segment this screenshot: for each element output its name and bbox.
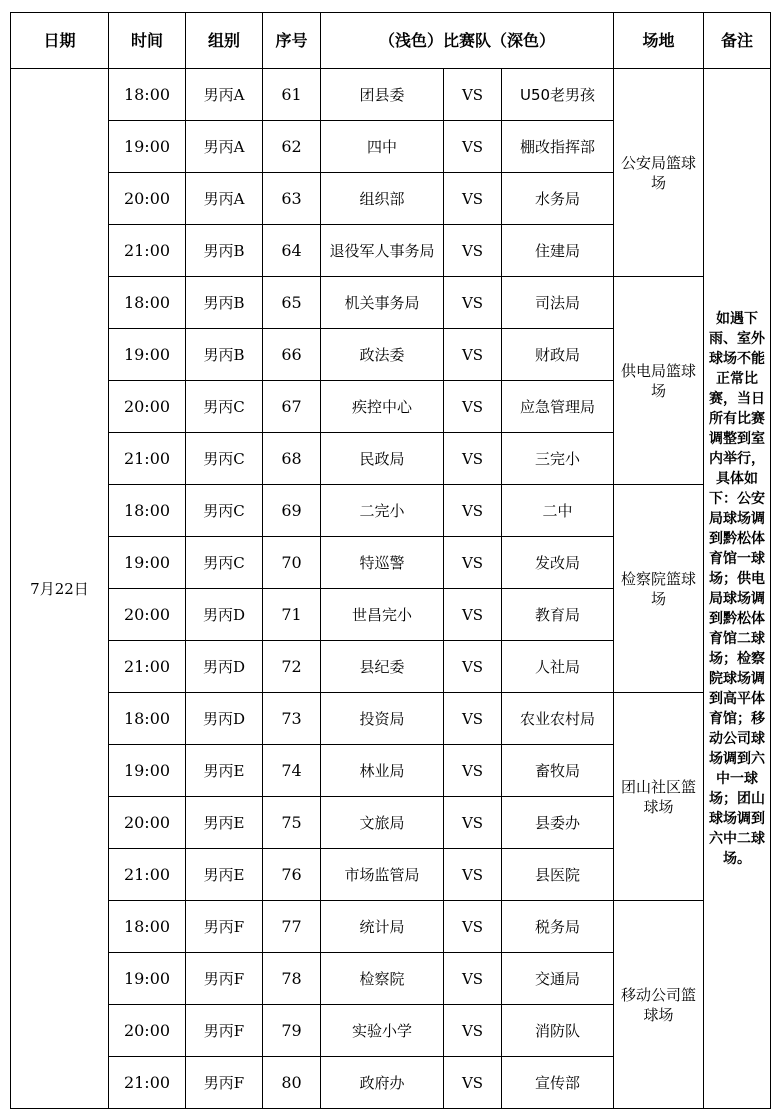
venue-cell: 移动公司篮球场 xyxy=(614,901,704,1109)
vs-cell: VS xyxy=(444,1057,502,1109)
home-team-cell: 政府办 xyxy=(321,1057,444,1109)
group-cell: 男丙D xyxy=(186,693,263,745)
seq-cell: 62 xyxy=(263,121,321,173)
group-cell: 男丙F xyxy=(186,1005,263,1057)
away-team-cell: 消防队 xyxy=(502,1005,614,1057)
vs-cell: VS xyxy=(444,953,502,1005)
seq-cell: 76 xyxy=(263,849,321,901)
away-team-cell: 住建局 xyxy=(502,225,614,277)
vs-cell: VS xyxy=(444,693,502,745)
header-group: 组别 xyxy=(186,13,263,69)
away-team-cell: 县委办 xyxy=(502,797,614,849)
time-cell: 19:00 xyxy=(109,537,186,589)
time-cell: 20:00 xyxy=(109,797,186,849)
home-team-cell: 二完小 xyxy=(321,485,444,537)
time-cell: 18:00 xyxy=(109,485,186,537)
time-cell: 18:00 xyxy=(109,277,186,329)
vs-cell: VS xyxy=(444,329,502,381)
away-team-cell: 应急管理局 xyxy=(502,381,614,433)
venue-cell: 检察院篮球场 xyxy=(614,485,704,693)
group-cell: 男丙C xyxy=(186,485,263,537)
time-cell: 18:00 xyxy=(109,693,186,745)
seq-cell: 75 xyxy=(263,797,321,849)
vs-cell: VS xyxy=(444,537,502,589)
home-team-cell: 组织部 xyxy=(321,173,444,225)
seq-cell: 64 xyxy=(263,225,321,277)
away-team-cell: 水务局 xyxy=(502,173,614,225)
group-cell: 男丙E xyxy=(186,797,263,849)
vs-cell: VS xyxy=(444,277,502,329)
away-team-cell: 教育局 xyxy=(502,589,614,641)
home-team-cell: 统计局 xyxy=(321,901,444,953)
vs-cell: VS xyxy=(444,745,502,797)
seq-cell: 67 xyxy=(263,381,321,433)
seq-cell: 72 xyxy=(263,641,321,693)
home-team-cell: 疾控中心 xyxy=(321,381,444,433)
group-cell: 男丙B xyxy=(186,225,263,277)
seq-cell: 73 xyxy=(263,693,321,745)
vs-cell: VS xyxy=(444,121,502,173)
vs-cell: VS xyxy=(444,1005,502,1057)
away-team-cell: 宣传部 xyxy=(502,1057,614,1109)
header-time: 时间 xyxy=(109,13,186,69)
away-team-cell: 二中 xyxy=(502,485,614,537)
table-row xyxy=(11,693,771,745)
time-cell: 21:00 xyxy=(109,849,186,901)
group-cell: 男丙C xyxy=(186,433,263,485)
group-cell: 男丙F xyxy=(186,901,263,953)
time-cell: 18:00 xyxy=(109,901,186,953)
time-cell: 18:00 xyxy=(109,69,186,121)
group-cell: 男丙D xyxy=(186,589,263,641)
time-cell: 21:00 xyxy=(109,1057,186,1109)
home-team-cell: 民政局 xyxy=(321,433,444,485)
venue-cell: 团山社区篮球场 xyxy=(614,693,704,901)
home-team-cell: 林业局 xyxy=(321,745,444,797)
seq-cell: 68 xyxy=(263,433,321,485)
home-team-cell: 实验小学 xyxy=(321,1005,444,1057)
header-seq: 序号 xyxy=(263,13,321,69)
home-team-cell: 市场监管局 xyxy=(321,849,444,901)
table-row xyxy=(11,69,771,121)
home-team-cell: 特巡警 xyxy=(321,537,444,589)
vs-cell: VS xyxy=(444,381,502,433)
header-teams: （浅色）比赛队（深色） xyxy=(321,13,614,69)
time-cell: 21:00 xyxy=(109,641,186,693)
seq-cell: 63 xyxy=(263,173,321,225)
seq-cell: 66 xyxy=(263,329,321,381)
note-cell: 如遇下雨、室外球场不能正常比赛，当日所有比赛调整到室内举行，具体如下：公安局球场调到黔松体育馆一球场；供电局球场调到黔松体育馆二球场；检察院球场调到高平体育馆；移动公司球场调到六中一球场；团山球场调到六中二球场。 xyxy=(704,69,771,1109)
away-team-cell: U50老男孩 xyxy=(502,69,614,121)
vs-cell: VS xyxy=(444,69,502,121)
time-cell: 20:00 xyxy=(109,381,186,433)
time-cell: 19:00 xyxy=(109,953,186,1005)
group-cell: 男丙C xyxy=(186,381,263,433)
away-team-cell: 交通局 xyxy=(502,953,614,1005)
vs-cell: VS xyxy=(444,589,502,641)
seq-cell: 74 xyxy=(263,745,321,797)
table-row xyxy=(11,901,771,953)
seq-cell: 77 xyxy=(263,901,321,953)
group-cell: 男丙E xyxy=(186,849,263,901)
venue-cell: 公安局篮球场 xyxy=(614,69,704,277)
header-note: 备注 xyxy=(704,13,771,69)
seq-cell: 79 xyxy=(263,1005,321,1057)
seq-cell: 78 xyxy=(263,953,321,1005)
home-team-cell: 团县委 xyxy=(321,69,444,121)
vs-cell: VS xyxy=(444,433,502,485)
time-cell: 20:00 xyxy=(109,173,186,225)
date-cell: 7月22日 xyxy=(11,69,109,1109)
vs-cell: VS xyxy=(444,641,502,693)
venue-cell: 供电局篮球场 xyxy=(614,277,704,485)
group-cell: 男丙A xyxy=(186,173,263,225)
header-venue: 场地 xyxy=(614,13,704,69)
time-cell: 19:00 xyxy=(109,745,186,797)
seq-cell: 61 xyxy=(263,69,321,121)
table-row xyxy=(11,485,771,537)
seq-cell: 71 xyxy=(263,589,321,641)
seq-cell: 80 xyxy=(263,1057,321,1109)
away-team-cell: 财政局 xyxy=(502,329,614,381)
table-row xyxy=(11,277,771,329)
home-team-cell: 县纪委 xyxy=(321,641,444,693)
seq-cell: 69 xyxy=(263,485,321,537)
time-cell: 21:00 xyxy=(109,433,186,485)
home-team-cell: 检察院 xyxy=(321,953,444,1005)
group-cell: 男丙A xyxy=(186,121,263,173)
vs-cell: VS xyxy=(444,797,502,849)
away-team-cell: 发改局 xyxy=(502,537,614,589)
time-cell: 19:00 xyxy=(109,121,186,173)
away-team-cell: 畜牧局 xyxy=(502,745,614,797)
home-team-cell: 政法委 xyxy=(321,329,444,381)
vs-cell: VS xyxy=(444,485,502,537)
away-team-cell: 司法局 xyxy=(502,277,614,329)
time-cell: 20:00 xyxy=(109,1005,186,1057)
away-team-cell: 棚改指挥部 xyxy=(502,121,614,173)
home-team-cell: 世昌完小 xyxy=(321,589,444,641)
group-cell: 男丙E xyxy=(186,745,263,797)
away-team-cell: 三完小 xyxy=(502,433,614,485)
seq-cell: 65 xyxy=(263,277,321,329)
home-team-cell: 投资局 xyxy=(321,693,444,745)
group-cell: 男丙F xyxy=(186,953,263,1005)
header-row xyxy=(11,13,771,69)
time-cell: 19:00 xyxy=(109,329,186,381)
time-cell: 21:00 xyxy=(109,225,186,277)
vs-cell: VS xyxy=(444,173,502,225)
away-team-cell: 县医院 xyxy=(502,849,614,901)
home-team-cell: 机关事务局 xyxy=(321,277,444,329)
seq-cell: 70 xyxy=(263,537,321,589)
home-team-cell: 四中 xyxy=(321,121,444,173)
home-team-cell: 退役军人事务局 xyxy=(321,225,444,277)
vs-cell: VS xyxy=(444,225,502,277)
away-team-cell: 税务局 xyxy=(502,901,614,953)
time-cell: 20:00 xyxy=(109,589,186,641)
group-cell: 男丙C xyxy=(186,537,263,589)
group-cell: 男丙A xyxy=(186,69,263,121)
vs-cell: VS xyxy=(444,901,502,953)
away-team-cell: 人社局 xyxy=(502,641,614,693)
schedule-table xyxy=(10,12,771,1109)
home-team-cell: 文旅局 xyxy=(321,797,444,849)
vs-cell: VS xyxy=(444,849,502,901)
group-cell: 男丙D xyxy=(186,641,263,693)
group-cell: 男丙F xyxy=(186,1057,263,1109)
group-cell: 男丙B xyxy=(186,329,263,381)
group-cell: 男丙B xyxy=(186,277,263,329)
away-team-cell: 农业农村局 xyxy=(502,693,614,745)
header-date: 日期 xyxy=(11,13,109,69)
